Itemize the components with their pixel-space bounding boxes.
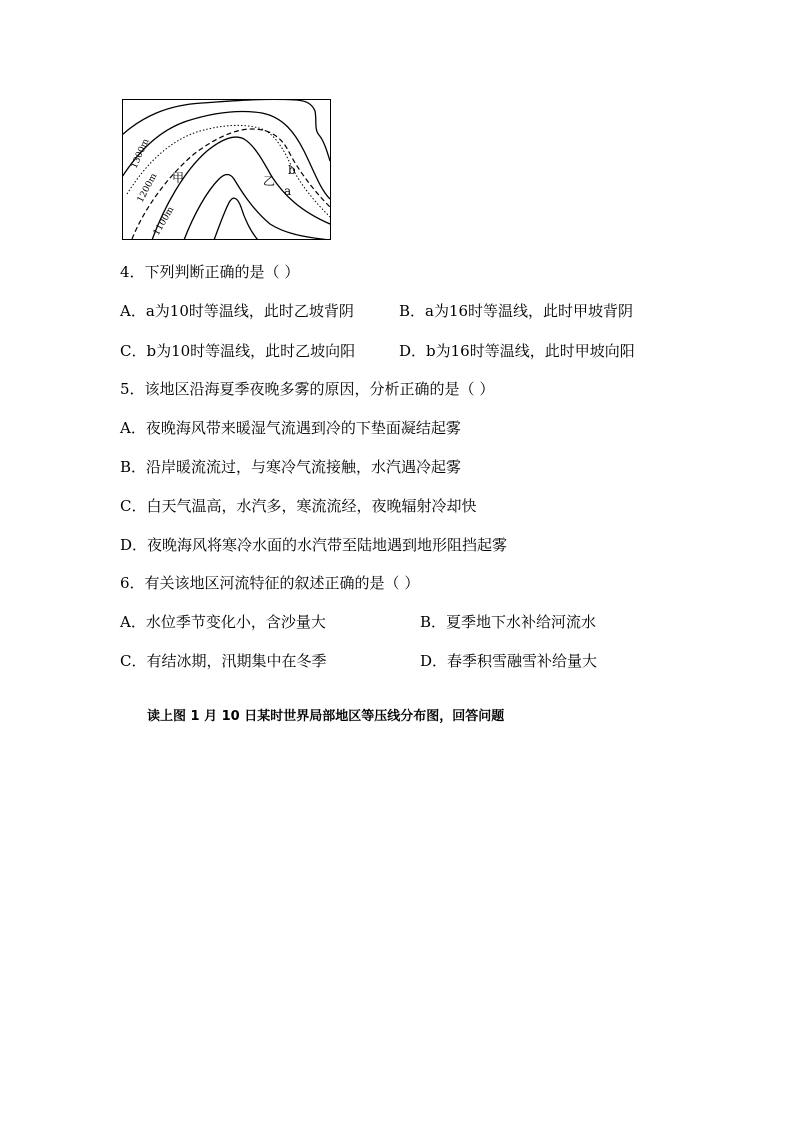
label-1300m: 1300m (129, 137, 152, 171)
label-1100m: 1100m (151, 205, 177, 238)
question-5-option-c[interactable]: C．白天气温高，水汽多，寒流流经，夜晚辐射冷却快 (120, 497, 477, 515)
label-jia: 甲 (172, 171, 185, 185)
map-frame (123, 100, 331, 240)
label-yi: 乙 (263, 174, 276, 188)
reading-prompt: 读上图 1 月 10 日某时世界局部地区等压线分布图，回答问题 (147, 709, 505, 724)
question-4-option-b[interactable]: B．a为16时等温线，此时甲坡背阴 (399, 302, 634, 320)
question-5-option-a[interactable]: A．夜晚海风带来暖湿气流遇到冷的下垫面凝结起雾 (120, 419, 461, 437)
question-6-option-c[interactable]: C．有结冰期，汛期集中在冬季 (120, 652, 327, 670)
label-a: a (284, 184, 292, 198)
contour-line-1300 (122, 99, 330, 161)
contour-map-figure (122, 99, 331, 240)
question-4-option-a[interactable]: A．a为10时等温线，此时乙坡背阴 (120, 302, 354, 320)
contour-line-1100 (152, 137, 330, 240)
question-4-option-d[interactable]: D．b为16时等温线，此时甲坡向阳 (399, 342, 635, 360)
question-6-option-b[interactable]: B．夏季地下水补给河流水 (420, 613, 597, 631)
contour-line-inner (184, 175, 330, 241)
contour-map (122, 99, 331, 240)
question-4-stem: 4．下列判断正确的是（ ） (120, 263, 300, 281)
question-4-option-c[interactable]: C．b为10时等温线，此时乙坡向阳 (120, 342, 356, 360)
question-5-stem: 5．该地区沿海夏季夜晚多雾的原因，分析正确的是（ ） (120, 380, 495, 398)
label-b: b (288, 163, 296, 177)
question-6-stem: 6．有关该地区河流特征的叙述正确的是（ ） (120, 574, 420, 592)
question-5-option-d[interactable]: D．夜晚海风将寒冷水面的水汽带至陆地遇到地形阻挡起雾 (120, 536, 508, 554)
label-1200m: 1200m (135, 171, 160, 205)
question-6-option-d[interactable]: D．春季积雪融雪补给量大 (420, 652, 598, 670)
question-6-option-a[interactable]: A．水位季节变化小，含沙量大 (120, 613, 326, 631)
question-5-option-b[interactable]: B．沿岸暖流流过，与寒冷气流接触，水汽遇冷起雾 (120, 458, 462, 476)
